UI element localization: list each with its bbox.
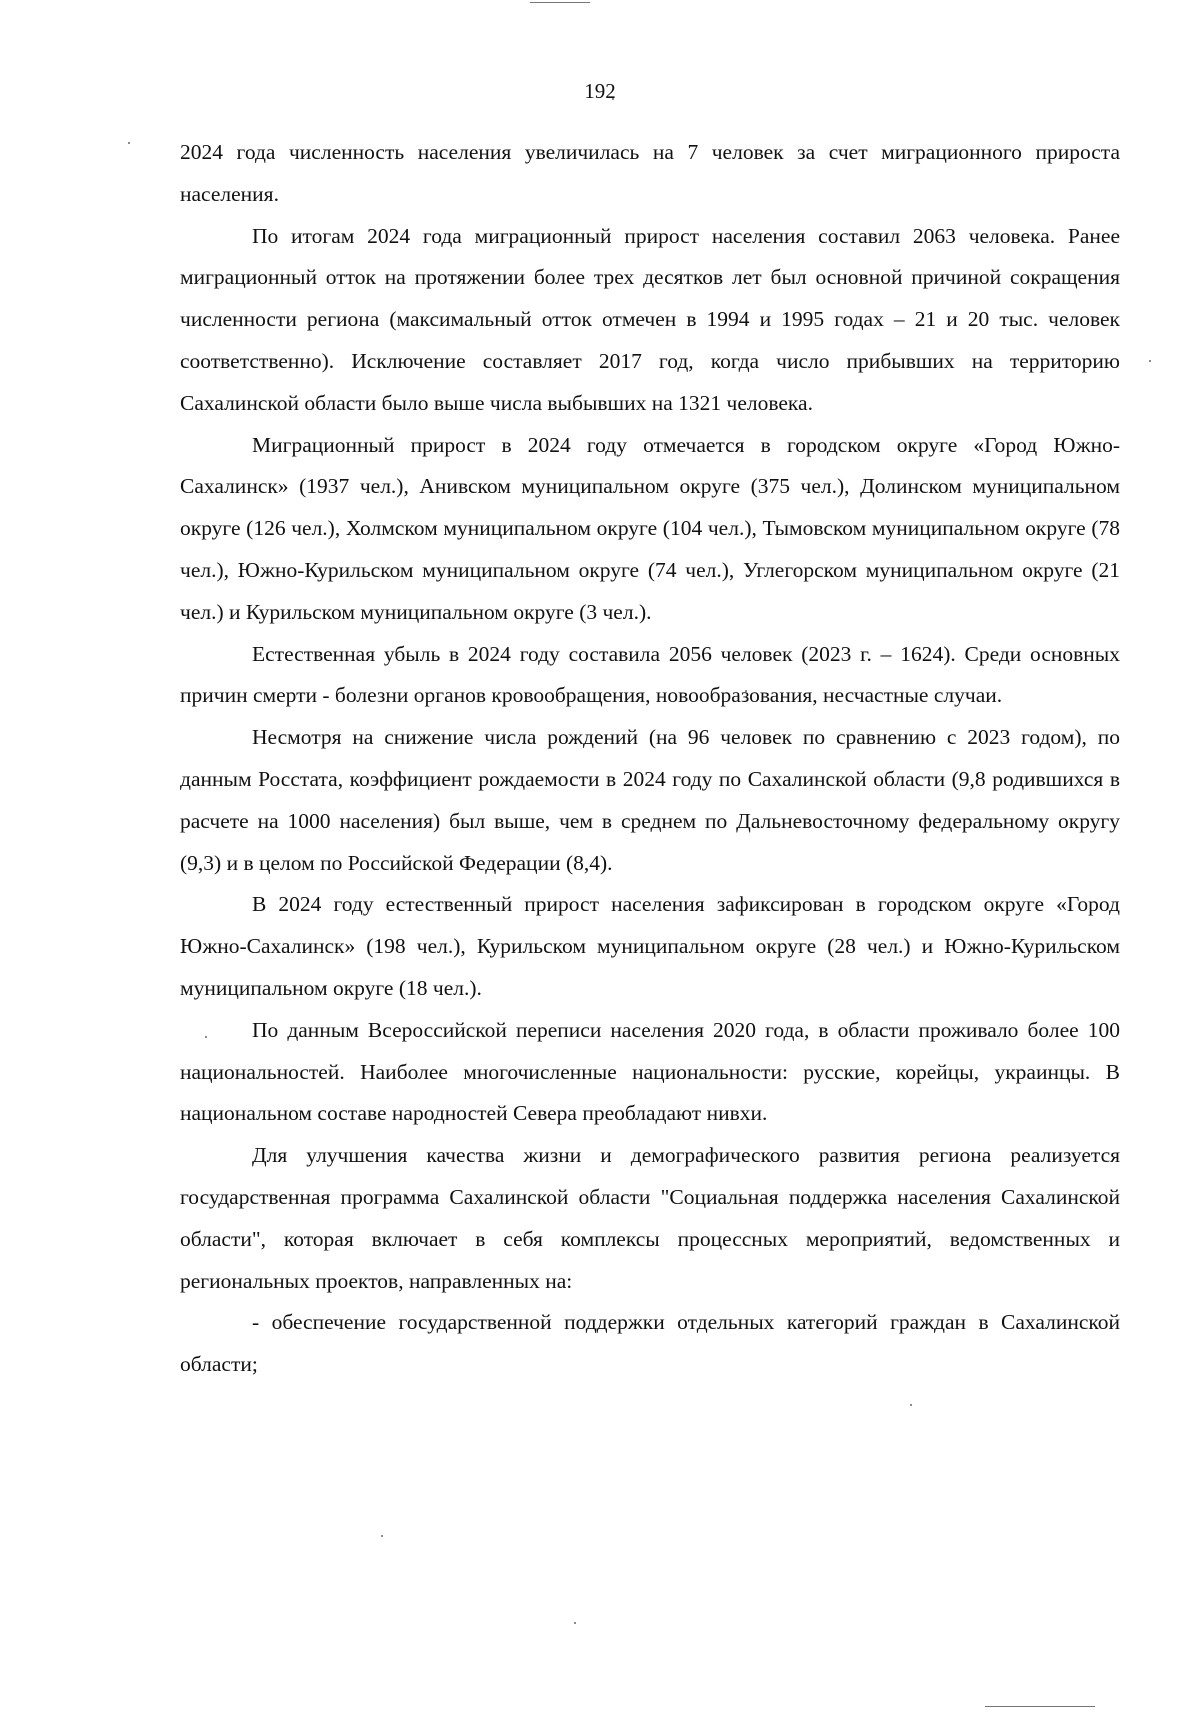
page-number: 192 <box>584 79 616 103</box>
scan-artifact-top <box>530 2 590 3</box>
paragraph-4: Естественная убыль в 2024 году составила 2056 человек (2023 г. – 1624). Среди основных причин смерти - болезни органов кровообращения, новообразования, несчастные случаи. <box>180 641 1120 708</box>
scan-speck <box>381 1535 383 1537</box>
scan-artifact-bottom <box>985 1706 1095 1707</box>
scan-speck <box>128 142 130 144</box>
paragraph-2: По итогам 2024 года миграционный прирост населения составил 2063 человека. Ранее миграционный отток на протяжении более трех десятков лет был основной причиной сокращения численности региона (максимальный отток отмечен в 1994 и 1995 годах – 21 и 20 тыс. человек соответственно). Исключение составляет 2017 год, когда число прибывших на территорию Сахалинской области было выше числа выбывших на 1321 человека. <box>180 223 1120 415</box>
paragraph-6: В 2024 году естественный прирост населения зафиксирован в городском округе «Город Южно-Сахалинск» (198 чел.), Курильском муниципальном округе (28 чел.) и Южно-Курильском муниципальном округе (18 чел.). <box>180 892 1120 1000</box>
paragraph-1: 2024 года численность населения увеличилась на 7 человек за счет миграционного прироста населения. <box>180 140 1120 206</box>
scan-speck <box>574 1622 576 1624</box>
scan-speck <box>1149 360 1151 362</box>
paragraph-8: Для улучшения качества жизни и демографического развития региона реализуется государственная программа Сахалинской области "Социальная поддержка населения Сахалинской области", которая включает в себя комплексы процессных мероприятий, ведомственных и региональных проектов, направленных на: <box>180 1143 1120 1293</box>
paragraph-7: По данным Всероссийской переписи населения 2020 года, в области проживало более 100 национальностей. Наиболее многочисленные национальности: русские, корейцы, украинцы. В национальном составе народностей Севера преобладают нивхи. <box>180 1017 1120 1126</box>
paragraph-9: - обеспечение государственной поддержки отдельных категорий граждан в Сахалинской области; <box>180 1310 1120 1377</box>
paragraph-3: Миграционный прирост в 2024 году отмечается в городском округе «Город Южно-Сахалинск» (1937 чел.), Анивском муниципальном округе (375 чел.), Долинском муниципальном округе (126 чел.), Холмском муниципальном округе (104 чел.), Тымовском муниципальном округе (78 чел.), Южно-Курильском муниципальном округе (74 чел.), Углегорском муниципальном округе (21 чел.) и Курильском муниципальном округе (3 чел.). <box>180 432 1120 624</box>
paragraph-5: Несмотря на снижение числа рождений (на 96 человек по сравнению с 2023 годом), по данным Росстата, коэффициент рождаемости в 2024 году по Сахалинской области (9,8 родившихся в расчете на 1000 населения) был выше, чем в среднем по Дальневосточному федеральному округу (9,3) и в целом по Российской Федерации (8,4). <box>180 725 1120 875</box>
scan-speck <box>910 1404 912 1406</box>
body-text <box>180 132 1120 1386</box>
